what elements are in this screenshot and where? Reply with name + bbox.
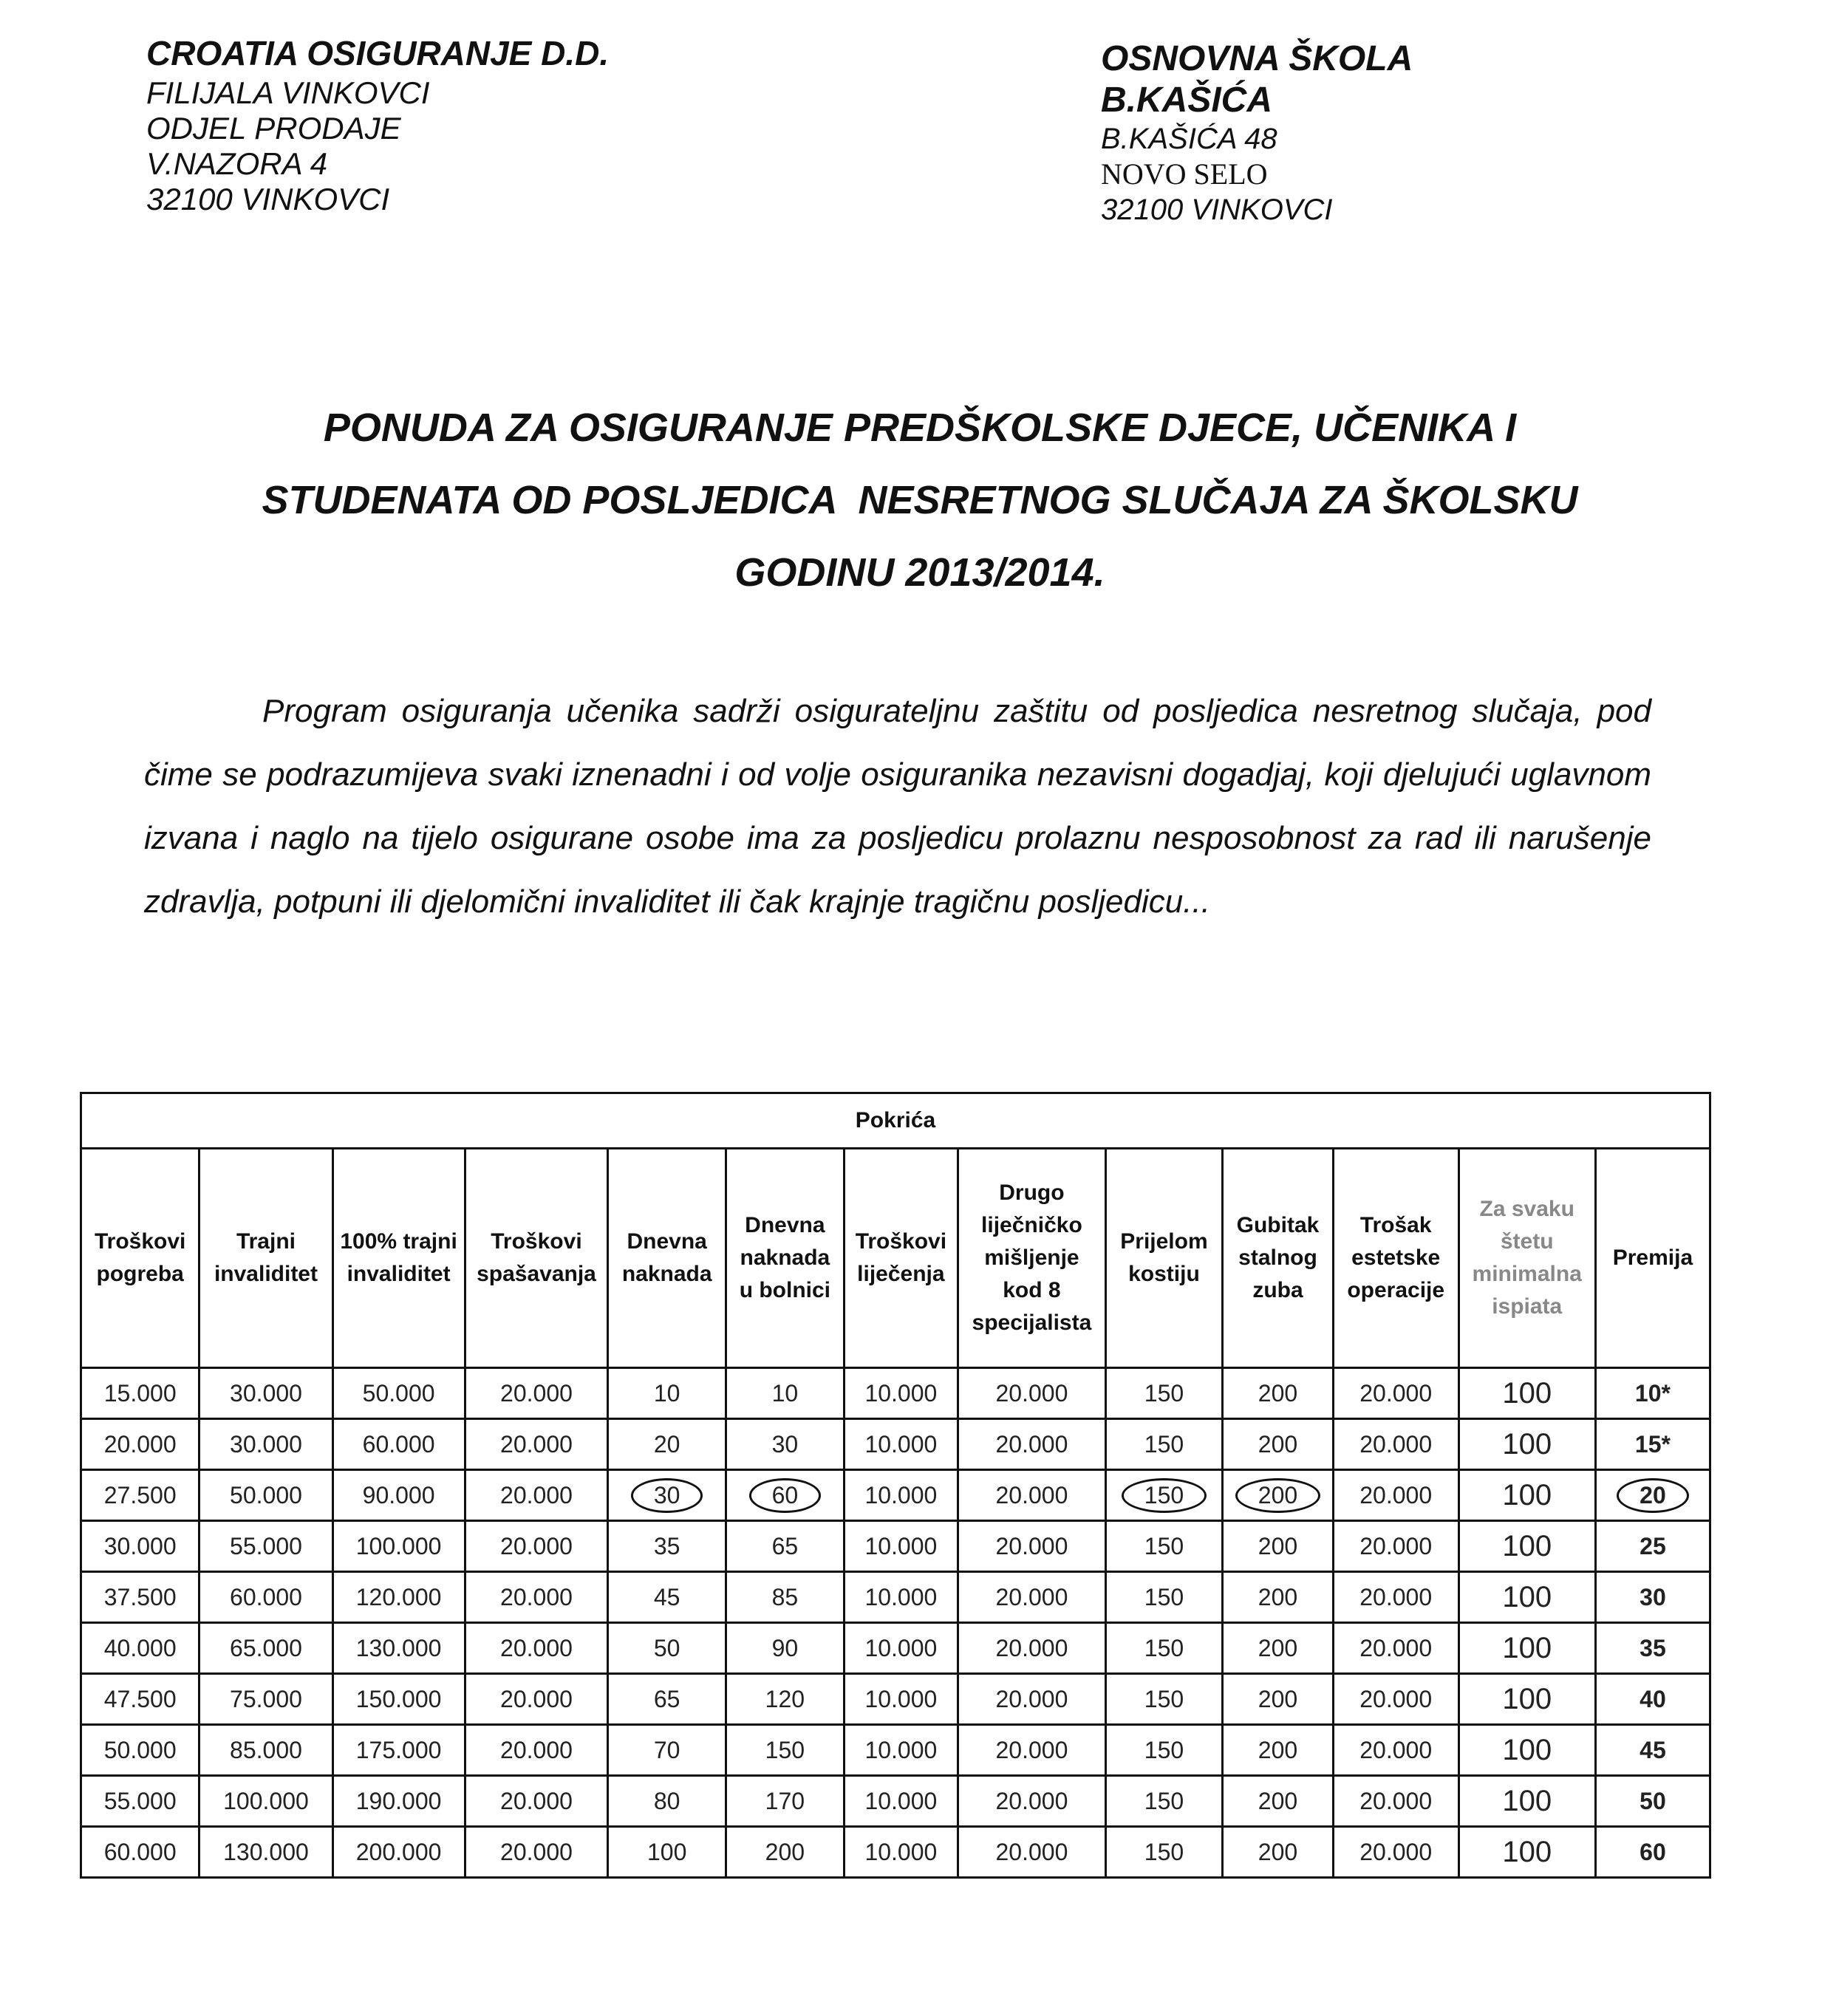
table-cell: 20.000	[465, 1572, 608, 1623]
table-cell: 150	[1105, 1368, 1222, 1419]
table-cell: 10.000	[844, 1419, 958, 1470]
table-cell: 85	[726, 1572, 845, 1623]
table-cell: 150	[1105, 1623, 1222, 1674]
table-cell: 65.000	[199, 1623, 332, 1674]
table-cell: 30.000	[199, 1419, 332, 1470]
group-header: Pokrića	[81, 1093, 1710, 1149]
table-row	[81, 1623, 1710, 1674]
table-cell: 100	[1458, 1368, 1595, 1419]
table-row	[81, 1827, 1710, 1878]
column-header: Za svaku štetu minimalna ispiata	[1458, 1149, 1595, 1368]
sender-line: ODJEL PRODAJE	[146, 111, 401, 146]
table-cell: 20.000	[958, 1521, 1106, 1572]
sender-line: V.NAZORA 4	[146, 146, 328, 181]
table-cell: 50.000	[81, 1725, 199, 1776]
table-cell: 200	[1223, 1419, 1334, 1470]
table-cell: 10.000	[844, 1521, 958, 1572]
table-cell: 20	[608, 1419, 726, 1470]
table-cell: 150	[1105, 1725, 1222, 1776]
table-cell: 150	[726, 1725, 845, 1776]
table-cell: 40.000	[81, 1623, 199, 1674]
column-header: 100% trajni invaliditet	[332, 1149, 465, 1368]
table-cell: 65	[608, 1674, 726, 1725]
table-cell: 100.000	[332, 1521, 465, 1572]
table-cell: 60.000	[199, 1572, 332, 1623]
table-cell: 10.000	[844, 1623, 958, 1674]
table-cell: 70	[608, 1725, 726, 1776]
recipient-address-block	[1101, 38, 1413, 228]
table-cell: 20.000	[1333, 1521, 1458, 1572]
table-cell: 65	[726, 1521, 845, 1572]
table-cell: 20.000	[81, 1419, 199, 1470]
table-cell: 50.000	[332, 1368, 465, 1419]
table-row	[81, 1725, 1710, 1776]
table-cell: 37.500	[81, 1572, 199, 1623]
table-cell: 20.000	[1333, 1572, 1458, 1623]
circled-value: 20	[1617, 1478, 1689, 1513]
recipient-city: 32100 VINKOVCI	[1101, 194, 1333, 226]
table-cell: 25	[1595, 1521, 1710, 1572]
table-cell: 40	[1595, 1674, 1710, 1725]
table-cell: 55.000	[199, 1521, 332, 1572]
table-cell: 20.000	[1333, 1419, 1458, 1470]
table-cell	[608, 1470, 726, 1521]
sender-name: CROATIA OSIGURANJE D.D.	[146, 34, 610, 72]
table-cell: 130.000	[332, 1623, 465, 1674]
title-line: GODINU 2013/2014.	[734, 550, 1105, 595]
table-cell: 60.000	[81, 1827, 199, 1878]
table-cell: 20.000	[465, 1827, 608, 1878]
table-cell: 20.000	[465, 1623, 608, 1674]
table-cell: 120.000	[332, 1572, 465, 1623]
table-cell: 15*	[1595, 1419, 1710, 1470]
title-line: PONUDA ZA OSIGURANJE PREDŠKOLSKE DJECE, UČENIKA I	[323, 406, 1517, 450]
table-cell: 20.000	[1333, 1827, 1458, 1878]
table-row	[81, 1674, 1710, 1725]
table-cell: 85.000	[199, 1725, 332, 1776]
table-cell: 100	[1458, 1674, 1595, 1725]
column-header: Trošak estetske operacije	[1333, 1149, 1458, 1368]
table-cell: 150	[1105, 1776, 1222, 1827]
table-cell: 20.000	[465, 1470, 608, 1521]
table-cell: 30	[726, 1419, 845, 1470]
table-cell: 55.000	[81, 1776, 199, 1827]
table-cell: 150	[1105, 1572, 1222, 1623]
table-cell: 150.000	[332, 1674, 465, 1725]
table-cell: 10.000	[844, 1776, 958, 1827]
column-header: Drugo liječničko mišljenje kod 8 specijalista	[958, 1149, 1106, 1368]
column-header: Prijelom kostiju	[1105, 1149, 1222, 1368]
table-body	[81, 1368, 1710, 1878]
table-cell: 10.000	[844, 1368, 958, 1419]
table-cell: 200	[1223, 1725, 1334, 1776]
table-cell: 10.000	[844, 1725, 958, 1776]
table-cell: 175.000	[332, 1725, 465, 1776]
table-cell: 20.000	[958, 1674, 1106, 1725]
table-cell: 10*	[1595, 1368, 1710, 1419]
recipient-address: B.KAŠIĆA 48	[1101, 123, 1277, 155]
table-row	[81, 1419, 1710, 1470]
table-cell: 20.000	[465, 1368, 608, 1419]
table-cell: 27.500	[81, 1470, 199, 1521]
table-cell: 200	[1223, 1521, 1334, 1572]
table-cell: 50	[1595, 1776, 1710, 1827]
table-cell: 100	[608, 1827, 726, 1878]
table-cell: 20.000	[958, 1776, 1106, 1827]
coverage-table	[80, 1092, 1711, 1879]
sender-address-block	[146, 35, 609, 217]
table-cell: 30	[1595, 1572, 1710, 1623]
table-cell	[1105, 1470, 1222, 1521]
table-cell: 150	[1105, 1419, 1222, 1470]
table-cell: 10.000	[844, 1470, 958, 1521]
recipient-name: OSNOVNA ŠKOLA	[1101, 39, 1413, 78]
table-cell: 200	[1223, 1776, 1334, 1827]
table-cell: 20.000	[1333, 1776, 1458, 1827]
table-cell: 20.000	[465, 1725, 608, 1776]
table-cell: 100	[1458, 1572, 1595, 1623]
table-cell: 10.000	[844, 1674, 958, 1725]
table-cell: 20.000	[1333, 1470, 1458, 1521]
column-header: Troškovi liječenja	[844, 1149, 958, 1368]
coverage-table-container	[80, 1092, 1711, 1879]
table-cell: 100	[1458, 1776, 1595, 1827]
table-cell: 200	[1223, 1572, 1334, 1623]
table-cell	[1595, 1470, 1710, 1521]
table-cell: 200	[1223, 1623, 1334, 1674]
table-cell: 20.000	[958, 1623, 1106, 1674]
column-header: Troškovi pogreba	[81, 1149, 199, 1368]
table-cell	[1223, 1470, 1334, 1521]
table-cell: 130.000	[199, 1827, 332, 1878]
table-cell: 60.000	[332, 1419, 465, 1470]
table-cell: 20.000	[958, 1368, 1106, 1419]
table-cell: 10.000	[844, 1827, 958, 1878]
table-cell: 75.000	[199, 1674, 332, 1725]
circled-value: 150	[1122, 1478, 1207, 1513]
table-cell: 90.000	[332, 1470, 465, 1521]
table-cell: 20.000	[465, 1776, 608, 1827]
table-cell: 10.000	[844, 1572, 958, 1623]
title-line: STUDENATA OD POSLJEDICA NESRETNOG SLUČAJA ZA ŠKOLSKU	[262, 478, 1578, 522]
column-header: Dnevna naknada u bolnici	[726, 1149, 845, 1368]
column-header: Dnevna naknada	[608, 1149, 726, 1368]
table-cell: 30.000	[81, 1521, 199, 1572]
table-cell: 20.000	[1333, 1674, 1458, 1725]
column-header: Premija	[1595, 1149, 1710, 1368]
table-cell: 10	[608, 1368, 726, 1419]
table-cell: 50.000	[199, 1470, 332, 1521]
table-cell: 20.000	[1333, 1623, 1458, 1674]
column-header-row	[81, 1149, 1710, 1368]
sender-line: FILIJALA VINKOVCI	[146, 75, 430, 110]
table-cell: 60	[1595, 1827, 1710, 1878]
table-cell: 47.500	[81, 1674, 199, 1725]
table-cell: 200.000	[332, 1827, 465, 1878]
recipient-place: NOVO SELO	[1101, 157, 1268, 191]
circled-value: 200	[1235, 1478, 1320, 1513]
table-row	[81, 1776, 1710, 1827]
recipient-name-line2: B.KAŠIĆA	[1101, 81, 1273, 120]
table-cell: 100.000	[199, 1776, 332, 1827]
table-cell: 20.000	[958, 1572, 1106, 1623]
table-cell: 15.000	[81, 1368, 199, 1419]
column-header: Troškovi spašavanja	[465, 1149, 608, 1368]
table-row	[81, 1521, 1710, 1572]
table-cell: 20.000	[1333, 1725, 1458, 1776]
table-row	[81, 1572, 1710, 1623]
table-cell: 20.000	[465, 1674, 608, 1725]
table-row	[81, 1470, 1710, 1521]
table-cell: 100	[1458, 1725, 1595, 1776]
table-cell: 90	[726, 1623, 845, 1674]
table-cell: 200	[1223, 1368, 1334, 1419]
table-cell: 170	[726, 1776, 845, 1827]
sender-line: 32100 VINKOVCI	[146, 182, 390, 216]
table-cell: 10	[726, 1368, 845, 1419]
table-cell: 200	[1223, 1827, 1334, 1878]
table-cell: 100	[1458, 1419, 1595, 1470]
table-cell: 100	[1458, 1827, 1595, 1878]
table-cell: 20.000	[1333, 1368, 1458, 1419]
column-header: Trajni invaliditet	[199, 1149, 332, 1368]
table-cell: 200	[1223, 1674, 1334, 1725]
circled-value: 30	[631, 1478, 703, 1513]
table-cell: 20.000	[958, 1725, 1106, 1776]
table-cell: 20.000	[958, 1827, 1106, 1878]
table-row	[81, 1368, 1710, 1419]
document-title	[133, 392, 1707, 609]
table-cell: 45	[1595, 1725, 1710, 1776]
table-cell: 150	[1105, 1827, 1222, 1878]
column-header: Gubitak stalnog zuba	[1223, 1149, 1334, 1368]
table-cell: 20.000	[465, 1419, 608, 1470]
table-cell: 20.000	[958, 1470, 1106, 1521]
table-cell: 120	[726, 1674, 845, 1725]
table-cell: 35	[1595, 1623, 1710, 1674]
table-cell	[726, 1470, 845, 1521]
table-cell: 190.000	[332, 1776, 465, 1827]
table-cell: 45	[608, 1572, 726, 1623]
table-cell: 50	[608, 1623, 726, 1674]
table-cell: 35	[608, 1521, 726, 1572]
table-cell: 20.000	[958, 1419, 1106, 1470]
circled-value: 60	[749, 1478, 822, 1513]
intro-paragraph: Program osiguranja učenika sadrži osigurateljnu zaštitu od posljedica nesretnog slučaja, pod čime se podrazumijeva svaki iznenadni i od volje osiguranika nezavisni dogadjaj, koji djelujući uglavnom izvana i naglo na tijelo osigurane osobe ima za posljedicu prolaznu nesposobnost za rad ili narušenje zdravlja, potpuni ili djelomični invaliditet ili čak krajnje tragičnu posljedicu...	[144, 693, 1651, 920]
table-cell: 100	[1458, 1470, 1595, 1521]
table-cell: 100	[1458, 1623, 1595, 1674]
table-cell: 150	[1105, 1674, 1222, 1725]
table-cell: 100	[1458, 1521, 1595, 1572]
table-cell: 80	[608, 1776, 726, 1827]
table-cell: 20.000	[465, 1521, 608, 1572]
table-cell: 200	[726, 1827, 845, 1878]
table-cell: 150	[1105, 1521, 1222, 1572]
table-cell: 30.000	[199, 1368, 332, 1419]
